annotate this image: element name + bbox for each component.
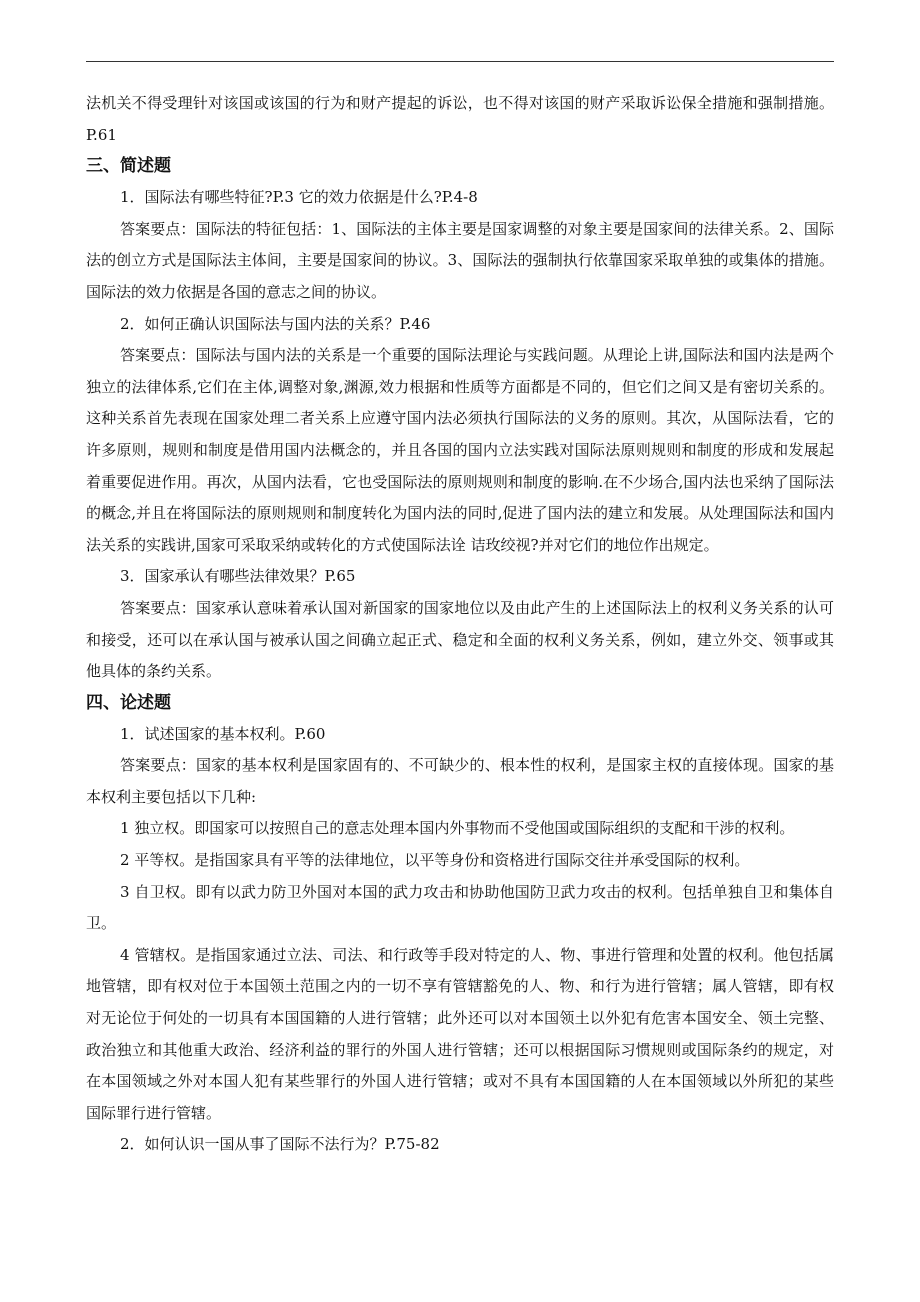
right-self-defense: 3 自卫权。即有以武力防卫外国对本国的武力攻击和协助他国防卫武力攻击的权利。包括单独自卫和集体自卫。: [86, 882, 834, 933]
section-heading-short-answer: 三、简述题: [86, 156, 171, 177]
document-body: [86, 88, 834, 1161]
section-heading-essay: 四、论述题: [86, 692, 171, 713]
essay-answer-1: 答案要点：国家的基本权利是国家固有的、不可缺少的、根本性的权利，是国家主权的直接体现。国家的基本权利主要包括以下几种:: [86, 756, 834, 806]
intro-continuation: 法机关不得受理针对该国或该国的行为和财产提起的诉讼，也不得对该国的财产采取诉讼保全措施和强制措施。P.61: [86, 94, 834, 144]
header-rule: [86, 61, 834, 62]
essay-question-1: 1．试述国家的基本权利。P.60: [120, 724, 326, 743]
question-2: 2．如何正确认识国际法与国内法的关系？P.46: [120, 314, 431, 333]
essay-question-2: 2．如何认识一国从事了国际不法行为？P.75-82: [120, 1135, 440, 1154]
question-1: 1．国际法有哪些特征?P.3 它的效力依据是什么?P.4-8: [120, 188, 478, 207]
right-jurisdiction: 4 管辖权。是指国家通过立法、司法、和行政等手段对特定的人、物、事进行管理和处置的权利。他包括属地管辖，即有权对位于本国领土范围之内的一切不享有管辖豁免的人、物、和行为进行管辖；属人管辖，即有权对无论位于何处的一切具有本国国籍的人进行管辖；此外还可以对本国领土以外犯有危害本国安全、领土完整、政治独立和其他重大政治、经济利益的罪行的外国人进行管辖；还可以根据国际习惯规则或国际条约的规定，对在本国领域之外对本国人犯有某些罪行的外国人进行管辖；或对不具有本国国籍的人在本国领域以外所犯的某些国际罪行进行管辖。: [86, 945, 834, 1122]
answer-2: 答案要点：国际法与国内法的关系是一个重要的国际法理论与实践问题。从理论上讲,国际法和国内法是两个独立的法律体系,它们在主体,调整对象,渊源,效力根据和性质等方面都是不同的，但它们之间又是有密切关系的。这种关系首先表现在国家处理二者关系上应遵守国内法必须执行国际法的义务的原则。其次，从国际法看，它的许多原则，规则和制度是借用国内法概念的，并且各国的国内立法实践对国际法原则规则和制度的形成和发展起着重要促进作用。再次，从国内法看，它也受国际法的原则规则和制度的影响.在不少场合,国内法也采纳了国际法的概念,并且在将国际法的原则规则和制度转化为国内法的同时,促进了国内法的建立和发展。从处理国际法和国内法关系的实践讲,国家可采取采纳或转化的方式使国际法诠 诘玫绞视?并对它们的地位作出规定。: [86, 346, 834, 554]
right-equality: 2 平等权。是指国家具有平等的法律地位，以平等身份和资格进行国际交往并承受国际的权利。: [120, 851, 750, 870]
right-independence: 1 独立权。即国家可以按照自己的意志处理本国内外事物而不受他国或国际组织的支配和干涉的权利。: [120, 819, 795, 838]
answer-3: 答案要点：国家承认意味着承认国对新国家的国家地位以及由此产生的上述国际法上的权利义务关系的认可和接受，还可以在承认国与被承认国之间确立起正式、稳定和全面的权利义务关系，例如，建立外交、领事或其他具体的条约关系。: [86, 598, 834, 681]
question-3: 3．国家承认有哪些法律效果？P.65: [120, 567, 356, 586]
answer-1: 答案要点：国际法的特征包括：1、国际法的主体主要是国家调整的对象主要是国家间的法律关系。2、国际法的创立方式是国际法主体间，主要是国家间的协议。3、国际法的强制执行依靠国家采取单独的或集体的措施。国际法的效力依据是各国的意志之间的协议。: [86, 219, 834, 301]
